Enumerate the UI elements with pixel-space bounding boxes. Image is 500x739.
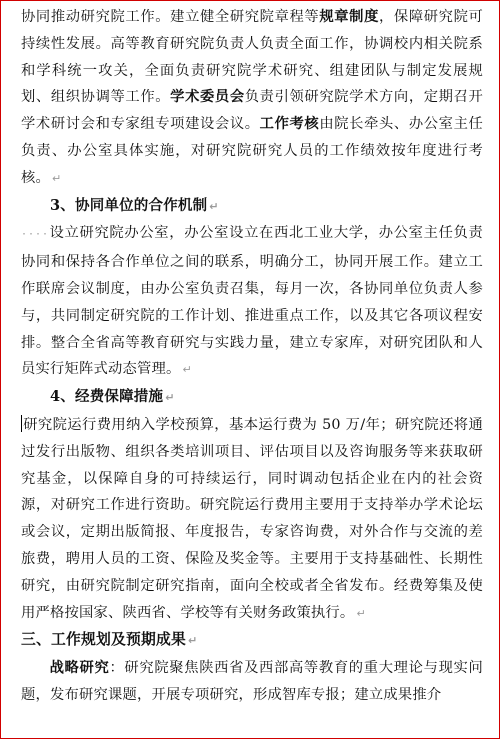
heading-cooperation-mechanism (21, 193, 483, 221)
heading-text: 三、工作规划及预期成果 (21, 631, 186, 649)
tab-marker-icon: ···· (21, 229, 50, 241)
heading-text: 4、经费保障措施 (50, 388, 164, 406)
paragraph-funding (21, 412, 483, 627)
paragraph-mark-icon: ↵ (209, 199, 219, 213)
text-run: 设立研究院办公室，办公室设立在西北工业大学，办公室主任负责协同和保持各合作单位之间的联系，明确分工，协同开展工作。建立工作联席会议制度，由办公室负责召集，每月一次，各协同单位负责人参与，共同制定研究院的工作计划、推进重点工作，以及其它各项议程安排。整合全省高等教育研究与实践力量，建立专家库，对研究团队和人员实行矩阵式动态管理。 (21, 225, 483, 378)
paragraph-governance (21, 4, 483, 193)
paragraph-office (21, 220, 483, 384)
text-run: ，保障研究院可持续性发展。高等教育研究院负责人负责全面工作，协调校内相关院系和学科统一攻关，全面负责研究院学术研究、组建团队与制定发展规划、组织协调等工作。 (21, 9, 483, 106)
heading-text: 3、协同单位的合作机制 (50, 196, 208, 214)
bold-run-strategic: 战略研究 (49, 660, 110, 677)
heading-work-plan (21, 627, 483, 655)
document-body[interactable] (21, 4, 483, 709)
text-run: ：研究院聚焦陕西省及西部高等教育的重大理论与现实问题，发布研究课题，开展专项研究，形成智库专报；建立成果推介 (21, 660, 483, 703)
bold-run-committee: 学术委员会 (170, 89, 245, 106)
text-run: 由院长牵头、办公室主任负责、办公室具体实施，对研究院研究人员的工作绩效按年度进行考核。 (21, 116, 484, 186)
text-run: 研究院运行费用纳入学校预算，基本运行费为 50 万/年；研究院还将通过发行出版物、组织各类培训项目、评估项目以及咨询服务等来获取研究基金，以保障自身的可持续运行，同时调动包括企业在内的社会资源，对研究工作进行资助。研究院运行费用主要用于支持举办学术论坛或会议，定期出版简报、年度报告，专家咨询费，对外合作与交流的差旅费，聘用人员的工资、保险及奖金等。主要用于支持基础性、长期性研究，由研究院制定研究指南，面向全校或者全省发布。经费筹集及使用严格按国家、陕西省、学校等有关财务政策执行。 (21, 416, 483, 621)
bold-run-rules: 规章制度 (319, 9, 379, 25)
paragraph-mark-icon: ↵ (356, 606, 366, 620)
paragraph-mark-icon: ↵ (165, 391, 175, 405)
heading-funding-measures (21, 384, 483, 412)
paragraph-mark-icon: ↵ (52, 171, 62, 185)
text-run: 负责引领研究院学术方向，定期召开学术研讨会和专家组专项建设会议。 (21, 89, 484, 133)
paragraph-mark-icon: ↵ (182, 363, 192, 377)
bold-run-assessment: 工作考核 (259, 116, 320, 133)
text-cursor (21, 415, 22, 432)
text-run: 协同推动研究院工作。建立健全研究院章程等 (21, 9, 320, 25)
paragraph-strategic-research (21, 655, 483, 709)
paragraph-mark-icon: ↵ (187, 634, 198, 648)
